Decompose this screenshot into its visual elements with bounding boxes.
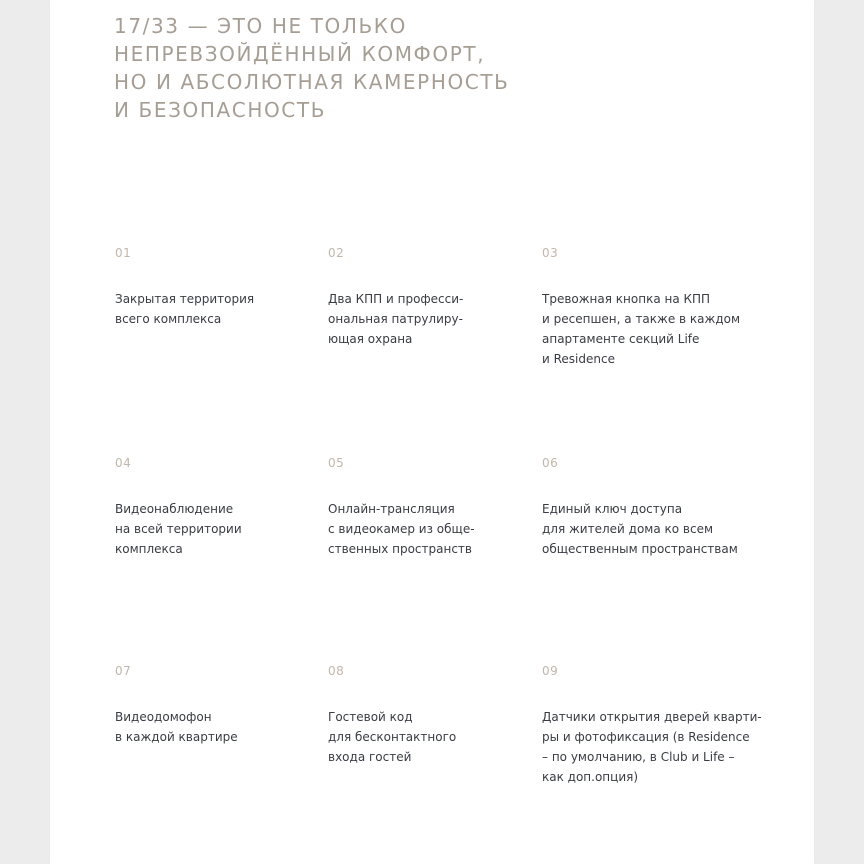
- feature-line: на всей территории: [115, 522, 242, 536]
- feature-item-09: [542, 663, 762, 784]
- feature-number: 02: [328, 246, 345, 260]
- feature-line: Онлайн-трансляция: [328, 502, 455, 516]
- feature-description: [328, 707, 543, 767]
- feature-description: [328, 499, 543, 559]
- feature-line: и Residence: [542, 352, 615, 366]
- feature-item-01: [115, 245, 330, 326]
- feature-line: Единый ключ доступа: [542, 502, 683, 516]
- feature-description: [328, 289, 543, 349]
- feature-line: Гостевой код: [328, 710, 413, 724]
- feature-item-06: [542, 455, 757, 556]
- feature-line: Закрытая территория: [115, 292, 255, 306]
- feature-item-03: [542, 245, 757, 366]
- feature-item-04: [115, 455, 330, 556]
- feature-number: 05: [328, 456, 345, 470]
- feature-description: [115, 499, 330, 559]
- feature-number: 07: [115, 664, 132, 678]
- feature-line: с видеокамер из обще-: [328, 522, 475, 536]
- feature-number: 09: [542, 664, 559, 678]
- feature-description: [115, 707, 330, 747]
- title-line: НЕПРЕВЗОЙДЁННЫЙ КОМФОРТ,: [114, 42, 486, 66]
- feature-number: 04: [115, 456, 132, 470]
- feature-line: входа гостей: [328, 750, 412, 764]
- feature-line: Тревожная кнопка на КПП: [542, 292, 711, 306]
- document-page: [50, 0, 814, 864]
- feature-number: 03: [542, 246, 559, 260]
- feature-description: [542, 707, 762, 787]
- feature-line: комплекса: [115, 542, 183, 556]
- feature-description: [115, 289, 330, 329]
- feature-line: как доп.опция): [542, 770, 639, 784]
- feature-line: ющая охрана: [328, 332, 413, 346]
- feature-item-07: [115, 663, 330, 744]
- feature-line: ственных пространств: [328, 542, 472, 556]
- feature-line: для жителей дома ко всем: [542, 522, 714, 536]
- feature-item-02: [328, 245, 543, 346]
- title-line: 17/33 — ЭТО НЕ ТОЛЬКО: [114, 14, 407, 38]
- feature-item-08: [328, 663, 543, 764]
- feature-line: для бесконтактного: [328, 730, 457, 744]
- feature-item-05: [328, 455, 543, 556]
- feature-number: 06: [542, 456, 559, 470]
- title-line: НО И АБСОЛЮТНАЯ КАМЕРНОСТЬ: [114, 70, 510, 94]
- feature-line: всего комплекса: [115, 312, 222, 326]
- feature-line: в каждой квартире: [115, 730, 238, 744]
- feature-line: ональная патрулиру-: [328, 312, 463, 326]
- feature-line: Два КПП и професси-: [328, 292, 464, 306]
- feature-description: [542, 289, 757, 369]
- feature-number: 08: [328, 664, 345, 678]
- feature-line: Видеодомофон: [115, 710, 212, 724]
- feature-line: Видеонаблюдение: [115, 502, 234, 516]
- feature-line: общественным пространствам: [542, 542, 738, 556]
- feature-number: 01: [115, 246, 132, 260]
- feature-line: и ресепшен, а также в каждом: [542, 312, 741, 326]
- feature-line: апартаменте секций Life: [542, 332, 700, 346]
- page-title: [114, 12, 714, 124]
- feature-description: [542, 499, 757, 559]
- feature-line: – по умолчанию, в Club и Life –: [542, 750, 735, 764]
- title-line: И БЕЗОПАСНОСТЬ: [114, 98, 327, 122]
- feature-line: Датчики открытия дверей кварти-: [542, 710, 762, 724]
- feature-line: ры и фотофиксация (в Residence: [542, 730, 750, 744]
